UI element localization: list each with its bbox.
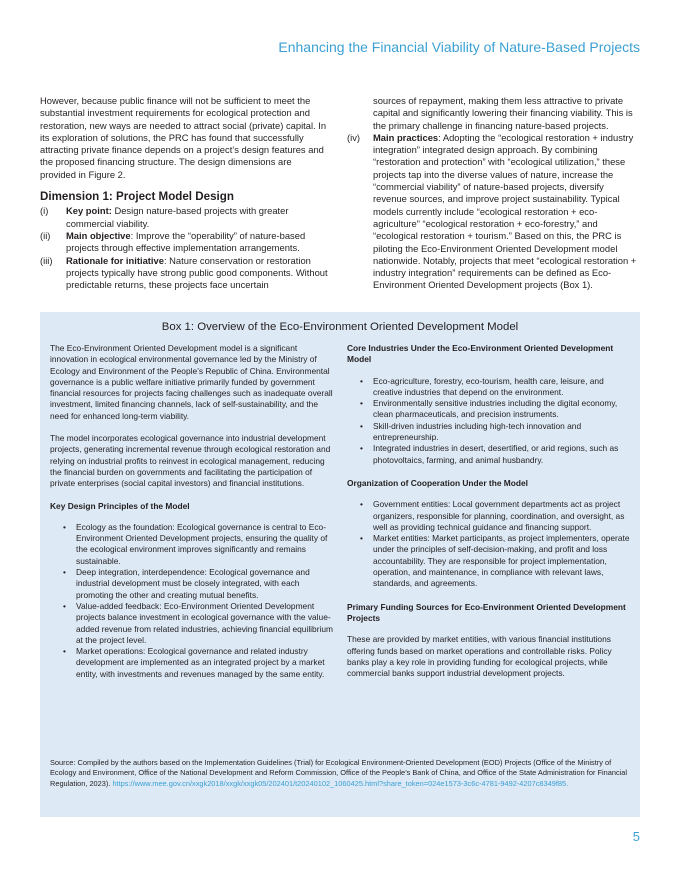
box-right-column [347, 343, 632, 679]
item-number: (iii) [40, 254, 53, 266]
page-number: 5 [632, 829, 640, 844]
box-paragraph: The Eco-Environment Oriented Development model is a significant innovation in ecological environmental governance led by the Ministry of Ecology and Environment of the People’s Republic of China. Environmental governance is a public welfare initiative primarily funded by government financial resources for projects facing challenges such as inadequate overall investment, limited financing channels, lack of self-sustainability, and the need for enhanced long-term viability. [50, 343, 333, 421]
core-heading: Core Industries Under the Eco-Environment Oriented Development Model [347, 343, 614, 365]
source-note [50, 758, 633, 789]
box-title: Box 1: Overview of the Eco-Environment Oriented Development Model [161, 321, 519, 333]
right-column [347, 95, 640, 292]
list-item: • Market entities: Market participants, as project implementers, operate under the principles of self-decision-making, and profit and loss accountability. They are responsible for project implementation, operation, and maintenance, in compliance with relevant laws, standards, and agreements. [360, 533, 630, 589]
intro-paragraph: However, because public finance will not be sufficient to meet the substantial investment requirements for ecological protection and restoration, new ways are needed to attract social (private) capital. In its exploration of solutions, the PRC has found that successfully attracting private finance depends on a project’s design features and the proposed financing structure. The design dimensions are provided in Figure 2. [40, 95, 327, 180]
principles-heading: Key Design Principles of the Model [50, 500, 190, 511]
list-item: • Integrated industries in desert, desertified, or arid regions, such as photovoltaics, farming, and animal husbandry. [360, 443, 619, 465]
dimension-heading: Dimension 1: Project Model Design [40, 190, 234, 204]
source-link[interactable]: https://www.mee.gov.cn/xxgk2018/xxgk/xxgk05/202401/t20240102_1060425.html?share_token=024e1573-3c6c-4781-9492-4207c8349f85. [112, 778, 569, 788]
left-column [40, 95, 329, 291]
item-label: Key point: [66, 205, 112, 217]
item-number: (ii) [40, 229, 51, 241]
list-item: • Value-added feedback: Eco-Environment Oriented Development projects balance investment in ecological governance with the value-added revenue from related industries, achieving financial equilibrium at the project level. [63, 600, 333, 645]
funding-paragraph: These are provided by market entities, with various financial institutions offering funds based on market operations and controllable risks. Policy banks play a key role in providing funding for ecological projects, while commercial banks support industrial development projects. [347, 634, 612, 679]
item-number: (iv) [347, 131, 361, 143]
item-number: (i) [40, 205, 49, 217]
item-label: Main objective [66, 229, 131, 241]
item-text: : Nature conservation or restoration projects typically have strong public good components. Without predictable returns, these projects face uncertain [66, 254, 328, 291]
numbered-item [40, 230, 329, 255]
numbered-item [40, 205, 329, 230]
item-label: Rationale for initiative [66, 254, 164, 266]
list-item: • Ecology as the foundation: Ecological governance is central to Eco-Environment Oriented Development projects, ensuring the quality of the ecological environment improves significantly and remains sustainable. [63, 521, 328, 566]
item-text: : Adopting the “ecological restoration + industry integration” integrated design approach. By combining “restoration and protection” with “ecological utilization,” these projects tap into the diverse values of nature, increase the “commercial viability” of nature-based projects, diversify revenue sources, and improve project sustainability. Typical models currently include “ecological restoration + eco-agriculture” “ecological restoration + eco-forestry,” and “ecological restoration + tourism.” Based on this, the PRC is piloting the Eco-Environment Oriented Development model nationwide. Notably, projects that meet “ecological restoration + industry integration” requirements can be defined as Eco-Environment Oriented Development projects (Box 1). [373, 131, 637, 291]
list-item: • Skill-driven industries including high-tech innovation and entrepreneurship. [360, 420, 582, 443]
source-text: Source: Compiled by the authors based on the Implementation Guidelines (Trial) for Ecological Environment-Oriented Development (EOD) Projects (Office of the Ministry of Ecology and Environment, Office of the National Development and Reform Commission, Office of the People’s Bank of China, and Office of the State Administration for Financial Regulation, 2023). [50, 758, 628, 788]
list-item: • Government entities: Local government departments act as project organizers, responsible for planning, coordination, and oversight, as well as providing technical guidance and financing support. [360, 499, 625, 532]
org-list [347, 499, 632, 589]
box-left-column [50, 343, 333, 680]
continuation-paragraph: sources of repayment, making them less attractive to private capital and significantly lowering their financing viability. This is the primary challenge in financing nature-based projects. [373, 95, 633, 131]
box-paragraph: The model incorporates ecological governance into industrial development projects, generating incremental revenue through ecological restoration and relying on industrial profits to reinvest in ecological management, reducing the financial burden on governments and facilitating the participation of private enterprises (social capital investors) and financial institutions. [50, 433, 331, 489]
funding-heading: Primary Funding Sources for Eco-Environment Oriented Development Projects [347, 601, 626, 623]
list-item: • Environmentally sensitive industries including the digital economy, clean pharmaceuticals, and precision instruments. [360, 398, 618, 420]
item-label: Main practices [373, 131, 439, 143]
item-text: Design nature-based projects with greater commercial viability. [66, 205, 289, 229]
org-heading: Organization of Cooperation Under the Model [347, 477, 528, 488]
numbered-item [40, 255, 329, 292]
list-item: • Eco-agriculture, forestry, eco-tourism, health care, leisure, and creative industries that depend on the environment. [360, 375, 604, 397]
box-1 [40, 312, 640, 817]
numbered-item [347, 132, 640, 292]
running-header: Enhancing the Financial Viability of Nature-Based Projects [278, 39, 640, 55]
principles-list [50, 522, 333, 680]
item-text: : Improve the “operability” of nature-based projects through effective implementation arrangements. [66, 229, 306, 254]
core-list [347, 376, 632, 466]
list-item: • Market operations: Ecological governance and related industry development are implemented as an integrated project by a market entity, with investments and revenues managed by the same entity. [63, 646, 325, 679]
list-item: • Deep integration, interdependence: Ecological governance and industrial development must be closely integrated, with each promoting the other and creating mutual benefits. [63, 567, 310, 600]
